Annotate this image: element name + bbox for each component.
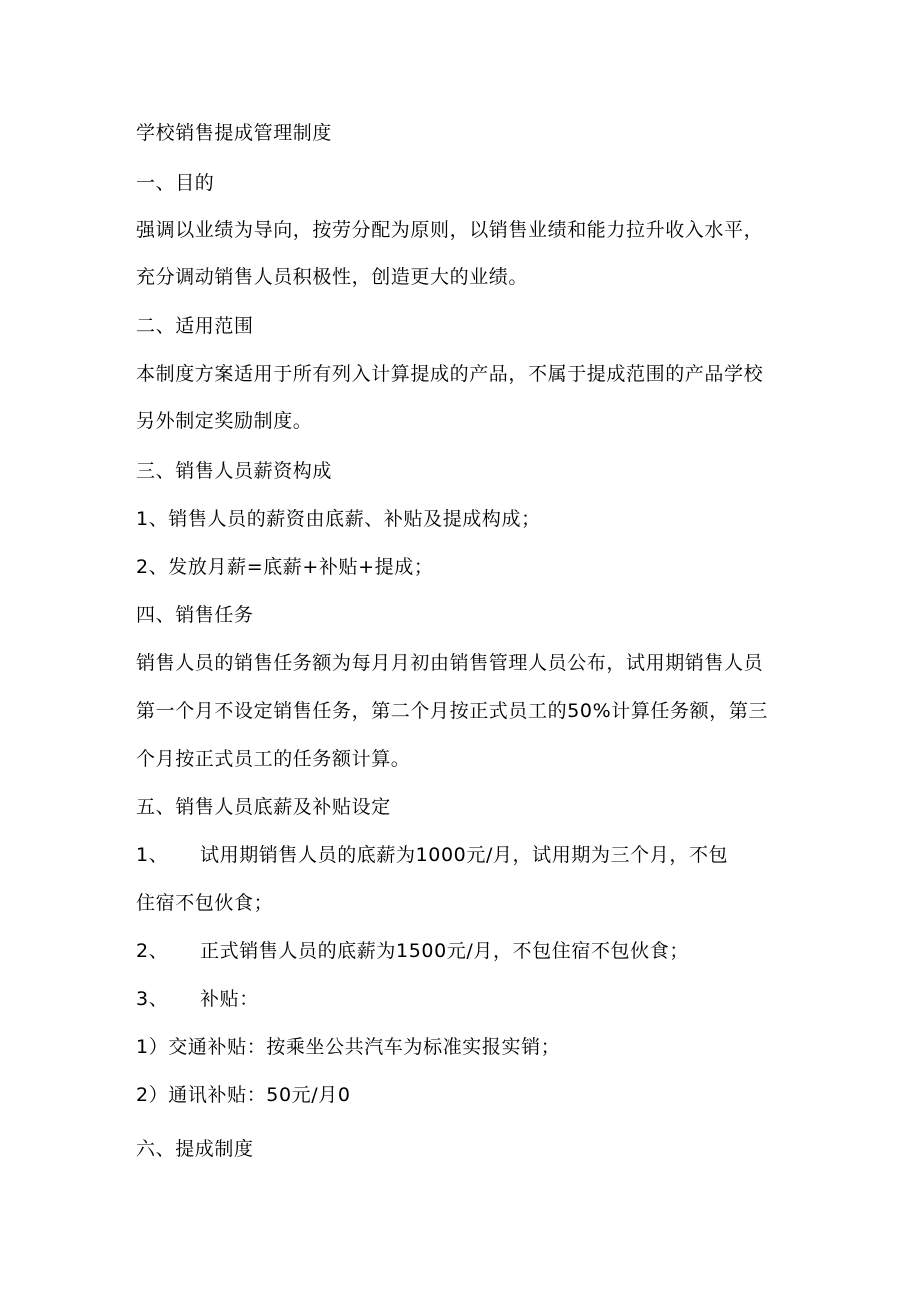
list-item-continuation: 住宿不包伙食；	[136, 892, 274, 914]
list-item: 1、销售人员的薪资由底薪、补贴及提成构成；	[136, 508, 541, 530]
list-item-number: 1、	[136, 844, 169, 866]
paragraph-line: 销售人员的销售任务额为每月月初由销售管理人员公布，试用期销售人员	[136, 652, 764, 674]
list-item-text: 试用期销售人员的底薪为1000元/月，试用期为三个月，不包	[200, 844, 729, 866]
section-heading-sales-target: 四、销售任务	[136, 604, 254, 626]
section-heading-purpose: 一、目的	[136, 172, 215, 194]
list-item	[136, 843, 728, 867]
paragraph-line: 强调以业绩为导向，按劳分配为原则，以销售业绩和能力拉升收入水平，	[136, 219, 764, 241]
paragraph-line: 个月按正式员工的任务额计算。	[136, 748, 411, 770]
list-item: 2、发放月薪=底薪+补贴+提成；	[136, 556, 434, 578]
list-item-text: 补贴：	[200, 988, 259, 1010]
document-title: 学校销售提成管理制度	[136, 122, 333, 144]
list-item-number: 3、	[136, 988, 169, 1010]
sub-list-item: 2）通讯补贴：50元/月0	[136, 1084, 351, 1106]
paragraph-line: 另外制定奖励制度。	[136, 410, 313, 432]
section-heading-commission: 六、提成制度	[136, 1138, 254, 1160]
section-heading-scope: 二、适用范围	[136, 315, 254, 337]
paragraph-line: 充分调动销售人员积极性，创造更大的业绩。	[136, 266, 529, 288]
list-item	[136, 939, 689, 963]
section-heading-salary-structure: 三、销售人员薪资构成	[136, 460, 333, 482]
paragraph-line: 本制度方案适用于所有列入计算提成的产品，不属于提成范围的产品学校	[136, 363, 764, 385]
sub-list-item: 1）交通补贴：按乘坐公共汽车为标准实报实销；	[136, 1036, 561, 1058]
paragraph-line: 第一个月不设定销售任务，第二个月按正式员工的50%计算任务额，第三	[136, 700, 769, 722]
list-item-number: 2、	[136, 940, 169, 962]
section-heading-base-salary: 五、销售人员底薪及补贴设定	[136, 796, 391, 818]
list-item	[136, 987, 259, 1011]
list-item-text: 正式销售人员的底薪为1500元/月，不包住宿不包伙食；	[200, 940, 689, 962]
